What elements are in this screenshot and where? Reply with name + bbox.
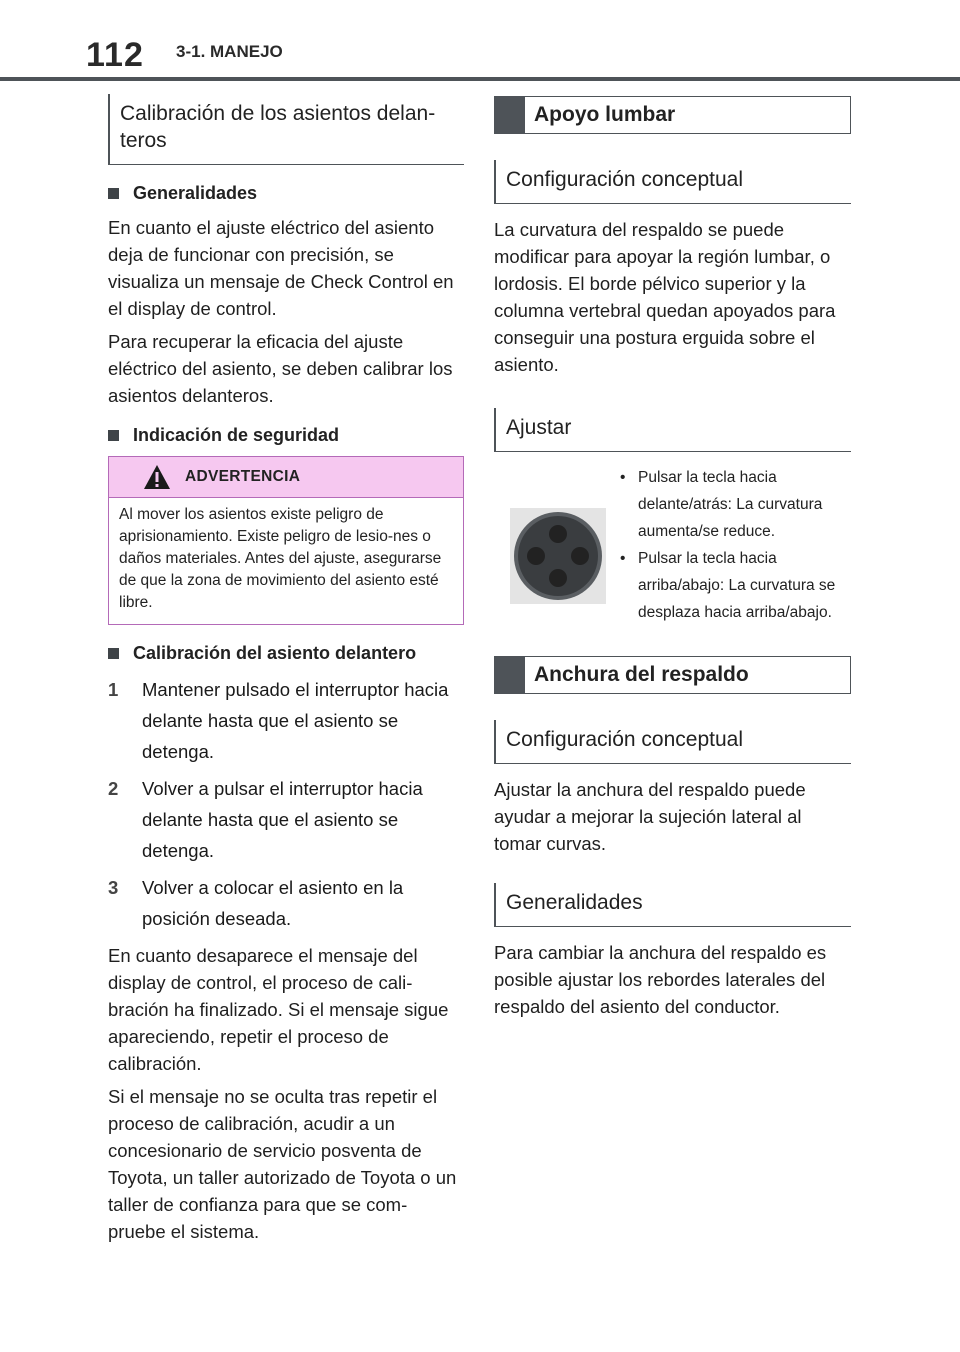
concept-heading: Configuración conceptual xyxy=(494,720,851,764)
paragraph: Para cambiar la anchura del respaldo es posible ajustar los rebordes laterales del respaldo del asiento del conductor. xyxy=(494,942,827,1017)
paragraph: La curvatura del respaldo se puede modificar para apoyar la región lumbar, o lordosis. El borde pélvico superior y la columna vertebral quedan apoyados para conseguir una postura erguida sobre el asiento. xyxy=(494,219,836,375)
subheading-calibration xyxy=(108,643,464,664)
steps-list xyxy=(108,674,464,934)
lumbar-switch-icon xyxy=(510,508,606,604)
adjust-bullets xyxy=(620,464,851,626)
calibration-section-heading: Calibración de los asientos delan- teros xyxy=(108,94,464,165)
warning-body: Al mover los asientos existe peligro de aprisionamiento. Existe peligro de lesio-nes o daños materiales. Antes del ajuste, asegurarse de que la zona de movimiento del asiento esté libre. xyxy=(119,506,442,611)
lumbar-section-heading xyxy=(494,96,851,134)
square-bullet-icon xyxy=(108,430,119,441)
page-number: 112 xyxy=(86,36,144,74)
warning-title: ADVERTENCIA xyxy=(185,468,301,485)
step-item xyxy=(108,773,464,866)
subheading-label: Indicación de seguridad xyxy=(133,425,340,445)
warning-triangle-icon xyxy=(143,464,171,490)
step-item xyxy=(108,872,464,934)
subheading-generalidades xyxy=(108,183,464,204)
step-text: Volver a colocar el asiento en la posición deseada. xyxy=(142,877,404,929)
paragraph: Si el mensaje no se oculta tras repetir el proceso de calibración, acudir a un concesionario de servicio posventa de Toyota, un taller autorizado de Toyota o un taller de confianza para que se com-pruebe el sistema. xyxy=(108,1086,457,1242)
paragraph: Para recuperar la eficacia del ajuste eléctrico del asiento, se deben calibrar los asientos delanteros. xyxy=(108,331,453,406)
subheading-label: Generalidades xyxy=(133,183,258,203)
subheading-safety xyxy=(108,425,464,446)
heading-bar xyxy=(495,97,525,133)
heading-label: Apoyo lumbar xyxy=(534,103,676,126)
step-item xyxy=(108,674,464,767)
square-bullet-icon xyxy=(108,188,119,199)
warning-header xyxy=(109,457,463,498)
warning-box xyxy=(108,456,464,625)
adjust-row xyxy=(494,464,851,626)
heading-bar xyxy=(495,657,525,693)
step-number: 3 xyxy=(108,877,119,898)
step-number: 1 xyxy=(108,679,119,700)
adjust-heading: Ajustar xyxy=(494,408,851,452)
header-rule xyxy=(0,77,960,81)
left-column xyxy=(108,94,464,1251)
subheading-label: Calibración del asiento delantero xyxy=(133,643,417,663)
width-section-heading xyxy=(494,656,851,694)
step-number: 2 xyxy=(108,778,119,799)
chapter-title: 3-1. MANEJO xyxy=(176,42,283,61)
general-heading: Generalidades xyxy=(494,883,851,927)
concept-heading: Configuración conceptual xyxy=(494,160,851,204)
square-bullet-icon xyxy=(108,648,119,659)
paragraph: En cuanto el ajuste eléctrico del asiento deja de funcionar con precisión, se visualiza un mensaje de Check Control en el display de control. xyxy=(108,217,454,319)
right-column xyxy=(494,96,851,1026)
paragraph: Ajustar la anchura del respaldo puede ayudar a mejorar la sujeción lateral al tomar curvas. xyxy=(494,779,806,854)
heading-label: Anchura del respaldo xyxy=(534,663,749,686)
bullet-item: • Pulsar la tecla hacia delante/atrás: La curvatura aumenta/se reduce. xyxy=(620,464,851,545)
step-text: Mantener pulsado el interruptor hacia delante hasta que el asiento se detenga. xyxy=(142,679,449,762)
step-text: Volver a pulsar el interruptor hacia delante hasta que el asiento se detenga. xyxy=(142,778,423,861)
paragraph: En cuanto desaparece el mensaje del display de control, el proceso de cali-bración ha finalizado. Si el mensaje sigue apareciendo, repetir el proceso de calibración. xyxy=(108,945,449,1074)
bullet-item: • Pulsar la tecla hacia arriba/abajo: La curvatura se desplaza hacia arriba/abajo. xyxy=(620,545,851,626)
